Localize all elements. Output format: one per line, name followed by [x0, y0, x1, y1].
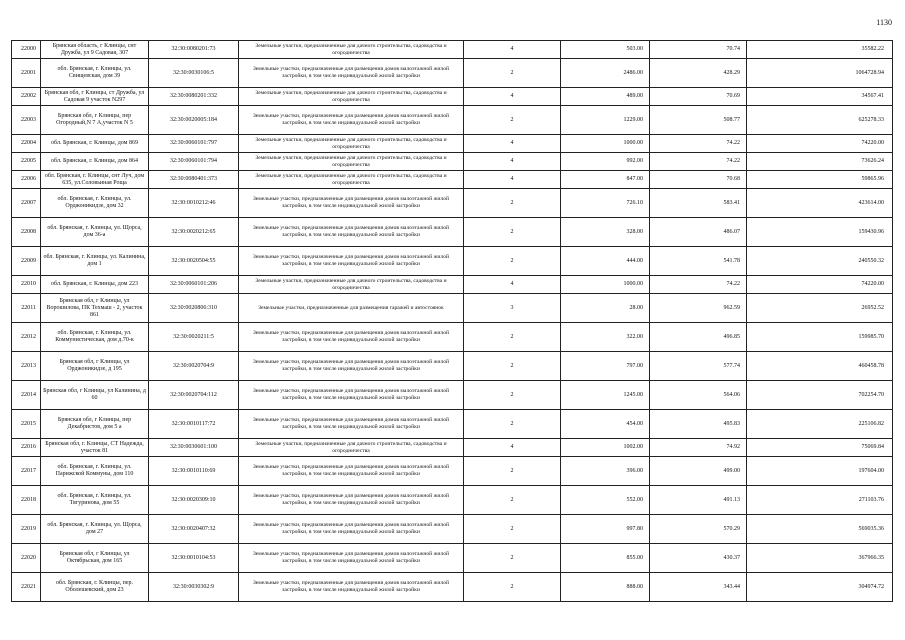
land-use-type: Земельные участки, предназначенные для размещения домов малоэтажной жилой застройки, в том числе индивидуальной жилой застройки — [239, 189, 464, 218]
use-group: 3 — [464, 294, 561, 323]
cadastral-value-table — [11, 40, 893, 602]
use-group: 2 — [464, 106, 561, 135]
use-group: 2 — [464, 573, 561, 602]
table-row — [12, 457, 893, 486]
cadastral-number: 32:30:0060101:797 — [149, 135, 239, 153]
unit-price-value: 570.29 — [650, 515, 747, 544]
table-row — [12, 88, 893, 106]
table-row — [12, 410, 893, 439]
row-number: 22005 — [12, 153, 41, 171]
page-number: 1130 — [876, 18, 892, 27]
use-group: 2 — [464, 381, 561, 410]
address: Брянская обл, г. Клинцы, СТ Надежда, участок 81 — [41, 439, 149, 457]
land-use-type: Земельные участки, предназначенные для размещения домов малоэтажной жилой застройки, в том числе индивидуальной жилой застройки — [239, 106, 464, 135]
address: обл. Брянская, г. Клинцы, ул. Коммунистическая, дом д.70-к — [41, 323, 149, 352]
row-number: 22021 — [12, 573, 41, 602]
cadastral-value: 74220.00 — [747, 135, 893, 153]
cadastral-number: 32:30:0020005:184 — [149, 106, 239, 135]
cadastral-value: 460458.78 — [747, 352, 893, 381]
land-use-type: Земельные участки, предназначенные для дачного строительства, садоводства и огородничества — [239, 135, 464, 153]
cadastral-value: 34567.41 — [747, 88, 893, 106]
land-use-type: Земельные участки, предназначенные для дачного строительства, садоводства и огородничества — [239, 153, 464, 171]
land-use-type: Земельные участки, предназначенные для размещения гаражей и автостоянок — [239, 294, 464, 323]
cadastral-value: 73626.24 — [747, 153, 893, 171]
cadastral-value: 702254.70 — [747, 381, 893, 410]
area-value: 328.00 — [561, 218, 650, 247]
cadastral-number: 32:30:0010110:69 — [149, 457, 239, 486]
cadastral-value: 197604.00 — [747, 457, 893, 486]
area-value: 1000.00 — [561, 276, 650, 294]
unit-price-value: 508.77 — [650, 106, 747, 135]
table-row — [12, 153, 893, 171]
cadastral-number: 32:30:0010104:53 — [149, 544, 239, 573]
address: Брянская обл, г Клинцы, ст Дружба, ул Садовая 9 участок N297 — [41, 88, 149, 106]
area-value: 28.00 — [561, 294, 650, 323]
unit-price-value: 70.68 — [650, 171, 747, 189]
use-group: 4 — [464, 41, 561, 59]
unit-price-value: 74.22 — [650, 153, 747, 171]
area-value: 489.00 — [561, 88, 650, 106]
table-row — [12, 276, 893, 294]
area-value: 1245.00 — [561, 381, 650, 410]
table-row — [12, 573, 893, 602]
use-group: 2 — [464, 247, 561, 276]
land-use-type: Земельные участки, предназначенные для размещения домов малоэтажной жилой застройки, в том числе индивидуальной жилой застройки — [239, 515, 464, 544]
unit-price-value: 428.29 — [650, 59, 747, 88]
area-value: 847.00 — [561, 171, 650, 189]
land-use-type: Земельные участки, предназначенные для размещения домов малоэтажной жилой застройки, в том числе индивидуальной жилой застройки — [239, 544, 464, 573]
unit-price-value: 491.13 — [650, 486, 747, 515]
cadastral-value: 35582.22 — [747, 41, 893, 59]
cadastral-value: 625278.33 — [747, 106, 893, 135]
address: обл. Брянская, г. Клинцы, ул. Калинина, дом 1 — [41, 247, 149, 276]
area-value: 888.00 — [561, 573, 650, 602]
address: Брянская обл, г Клинцы, ул Калинина, д 60 — [41, 381, 149, 410]
area-value: 444.00 — [561, 247, 650, 276]
row-number: 22013 — [12, 352, 41, 381]
cadastral-value: 569035.36 — [747, 515, 893, 544]
row-number: 22017 — [12, 457, 41, 486]
unit-price-value: 583.41 — [650, 189, 747, 218]
row-number: 22000 — [12, 41, 41, 59]
cadastral-number: 32:30:0020407:32 — [149, 515, 239, 544]
table-row — [12, 515, 893, 544]
address: обл. Брянская, г. Клинцы, снт Луч, дом 635, ул.Соловьиная Роща — [41, 171, 149, 189]
land-use-type: Земельные участки, предназначенные для дачного строительства, садоводства и огородничества — [239, 41, 464, 59]
cadastral-value: 1064728.94 — [747, 59, 893, 88]
table-row — [12, 41, 893, 59]
address: обл. Брянская, г. Клинцы, ул. Щорса, дом 27 — [41, 515, 149, 544]
land-use-type: Земельные участки, предназначенные для размещения домов малоэтажной жилой застройки, в том числе индивидуальной жилой застройки — [239, 218, 464, 247]
address: обл. Брянская, г. Клинцы, дом 223 — [41, 276, 149, 294]
land-use-type: Земельные участки, предназначенные для дачного строительства, садоводства и огородничества — [239, 276, 464, 294]
table-body — [12, 41, 893, 602]
cadastral-number: 32:30:0080401:373 — [149, 171, 239, 189]
cadastral-number: 32:30:0020211:5 — [149, 323, 239, 352]
address: Брянская область, г Клинцы, снт Дружба, ул 9 Садовая, 307 — [41, 41, 149, 59]
land-use-type: Земельные участки, предназначенные для размещения домов малоэтажной жилой застройки, в том числе индивидуальной жилой застройки — [239, 410, 464, 439]
unit-price-value: 577.74 — [650, 352, 747, 381]
table-row — [12, 486, 893, 515]
area-value: 726.10 — [561, 189, 650, 218]
table-row — [12, 218, 893, 247]
row-number: 22004 — [12, 135, 41, 153]
table-row — [12, 247, 893, 276]
cadastral-number: 32:30:0010117:72 — [149, 410, 239, 439]
land-use-type: Земельные участки, предназначенные для размещения домов малоэтажной жилой застройки, в том числе индивидуальной жилой застройки — [239, 352, 464, 381]
address: обл. Брянская, г. Клинцы, ул. Орджоникидзе, дом 32 — [41, 189, 149, 218]
cadastral-value: 367966.35 — [747, 544, 893, 573]
use-group: 4 — [464, 439, 561, 457]
cadastral-number: 32:30:0020806:310 — [149, 294, 239, 323]
table-row — [12, 381, 893, 410]
row-number: 22001 — [12, 59, 41, 88]
area-value: 855.00 — [561, 544, 650, 573]
cadastral-number: 32:30:0010212:46 — [149, 189, 239, 218]
use-group: 4 — [464, 276, 561, 294]
row-number: 22010 — [12, 276, 41, 294]
table-row — [12, 59, 893, 88]
address: обл. Брянская, г. Клинцы, дом 864 — [41, 153, 149, 171]
use-group: 2 — [464, 457, 561, 486]
area-value: 992.00 — [561, 153, 650, 171]
unit-price-value: 74.22 — [650, 276, 747, 294]
row-number: 22018 — [12, 486, 41, 515]
table-row — [12, 189, 893, 218]
cadastral-value: 240550.32 — [747, 247, 893, 276]
use-group: 2 — [464, 544, 561, 573]
row-number: 22009 — [12, 247, 41, 276]
land-use-type: Земельные участки, предназначенные для размещения домов малоэтажной жилой застройки, в том числе индивидуальной жилой застройки — [239, 486, 464, 515]
cadastral-number: 32:30:0030106:5 — [149, 59, 239, 88]
land-use-type: Земельные участки, предназначенные для размещения домов малоэтажной жилой застройки, в том числе индивидуальной жилой застройки — [239, 573, 464, 602]
unit-price-value: 70.69 — [650, 88, 747, 106]
use-group: 2 — [464, 515, 561, 544]
unit-price-value: 962.59 — [650, 294, 747, 323]
row-number: 22019 — [12, 515, 41, 544]
use-group: 2 — [464, 218, 561, 247]
use-group: 2 — [464, 486, 561, 515]
unit-price-value: 74.92 — [650, 439, 747, 457]
use-group: 4 — [464, 171, 561, 189]
cadastral-value: 74220.00 — [747, 276, 893, 294]
land-use-type: Земельные участки, предназначенные для дачного строительства, садоводства и огородничества — [239, 439, 464, 457]
unit-price-value: 430.37 — [650, 544, 747, 573]
address: обл. Брянская, г. Клинцы, пер. Оболешевский, дом 23 — [41, 573, 149, 602]
land-use-type: Земельные участки, предназначенные для размещения домов малоэтажной жилой застройки, в том числе индивидуальной жилой застройки — [239, 247, 464, 276]
row-number: 22011 — [12, 294, 41, 323]
cadastral-number: 32:30:0080201:332 — [149, 88, 239, 106]
land-use-type: Земельные участки, предназначенные для дачного строительства, садоводства и огородничества — [239, 171, 464, 189]
area-value: 997.80 — [561, 515, 650, 544]
cadastral-number: 32:30:0020704:112 — [149, 381, 239, 410]
row-number: 22012 — [12, 323, 41, 352]
area-value: 1229.00 — [561, 106, 650, 135]
unit-price-value: 70.74 — [650, 41, 747, 59]
cadastral-number: 32:30:0020704:9 — [149, 352, 239, 381]
use-group: 4 — [464, 88, 561, 106]
unit-price-value: 74.22 — [650, 135, 747, 153]
address: Брянская обл, г Клинцы, ул Октябрьская, дом 165 — [41, 544, 149, 573]
cadastral-value: 304974.72 — [747, 573, 893, 602]
table-row — [12, 294, 893, 323]
cadastral-value: 225106.82 — [747, 410, 893, 439]
address: Брянская обл, г Клинцы, пер Декабристов, дом 5 а — [41, 410, 149, 439]
table-row — [12, 171, 893, 189]
area-value: 454.00 — [561, 410, 650, 439]
use-group: 2 — [464, 59, 561, 88]
cadastral-value: 26952.52 — [747, 294, 893, 323]
area-value: 1000.00 — [561, 135, 650, 153]
cadastral-number: 32:30:0060101:206 — [149, 276, 239, 294]
table-row — [12, 323, 893, 352]
cadastral-number: 32:30:0080201:73 — [149, 41, 239, 59]
cadastral-number: 32:30:0020309:10 — [149, 486, 239, 515]
row-number: 22003 — [12, 106, 41, 135]
unit-price-value: 564.06 — [650, 381, 747, 410]
row-number: 22020 — [12, 544, 41, 573]
address: обл. Брянская, г. Клинцы, ул. Тягуринова, дом 55 — [41, 486, 149, 515]
cadastral-number: 32:30:0060101:794 — [149, 153, 239, 171]
address: Брянская обл, г Клинцы, ул Ворошилова, ПК Техмаш - 2, участок 861 — [41, 294, 149, 323]
unit-price-value: 541.78 — [650, 247, 747, 276]
cadastral-value: 159430.96 — [747, 218, 893, 247]
row-number: 22015 — [12, 410, 41, 439]
address: обл. Брянская, г. Клинцы, ул. Щорса, дом 36-а — [41, 218, 149, 247]
cadastral-number: 32:30:0030302:9 — [149, 573, 239, 602]
area-value: 2486.00 — [561, 59, 650, 88]
use-group: 4 — [464, 135, 561, 153]
use-group: 4 — [464, 153, 561, 171]
row-number: 22014 — [12, 381, 41, 410]
address: обл. Брянская, г. Клинцы, ул. Свищевская, дом 39 — [41, 59, 149, 88]
use-group: 2 — [464, 352, 561, 381]
row-number: 22008 — [12, 218, 41, 247]
use-group: 2 — [464, 189, 561, 218]
land-use-type: Земельные участки, предназначенные для размещения домов малоэтажной жилой застройки, в том числе индивидуальной жилой застройки — [239, 381, 464, 410]
unit-price-value: 495.83 — [650, 410, 747, 439]
address: обл. Брянская, г. Клинцы, дом 869 — [41, 135, 149, 153]
row-number: 22006 — [12, 171, 41, 189]
unit-price-value: 486.07 — [650, 218, 747, 247]
row-number: 22007 — [12, 189, 41, 218]
cadastral-value: 75069.84 — [747, 439, 893, 457]
use-group: 2 — [464, 410, 561, 439]
address: Брянская обл, г Клинцы, пер Огородный,N 7 А,участок N 5 — [41, 106, 149, 135]
row-number: 22016 — [12, 439, 41, 457]
address: обл. Брянская, г. Клинцы, ул. Парижской Коммуны, дом 110 — [41, 457, 149, 486]
land-use-type: Земельные участки, предназначенные для размещения домов малоэтажной жилой застройки, в том числе индивидуальной жилой застройки — [239, 457, 464, 486]
cadastral-value: 271103.76 — [747, 486, 893, 515]
cadastral-value: 59865.96 — [747, 171, 893, 189]
land-use-type: Земельные участки, предназначенные для размещения домов малоэтажной жилой застройки, в том числе индивидуальной жилой застройки — [239, 59, 464, 88]
cadastral-value: 423614.00 — [747, 189, 893, 218]
unit-price-value: 343.44 — [650, 573, 747, 602]
table-row — [12, 439, 893, 457]
address: Брянская обл, г Клинцы, ул Орджоникидзе, д 195 — [41, 352, 149, 381]
cadastral-number: 32:30:0030601:100 — [149, 439, 239, 457]
land-use-type: Земельные участки, предназначенные для размещения домов малоэтажной жилой застройки, в том числе индивидуальной жилой застройки — [239, 323, 464, 352]
unit-price-value: 499.00 — [650, 457, 747, 486]
area-value: 503.00 — [561, 41, 650, 59]
area-value: 396.00 — [561, 457, 650, 486]
cadastral-number: 32:30:0020212:65 — [149, 218, 239, 247]
land-use-type: Земельные участки, предназначенные для дачного строительства, садоводства и огородничества — [239, 88, 464, 106]
table-row — [12, 135, 893, 153]
table-row — [12, 544, 893, 573]
area-value: 552.00 — [561, 486, 650, 515]
cadastral-value: 159985.70 — [747, 323, 893, 352]
area-value: 1002.00 — [561, 439, 650, 457]
cadastral-number: 32:30:0020504:55 — [149, 247, 239, 276]
table-row — [12, 352, 893, 381]
area-value: 322.00 — [561, 323, 650, 352]
unit-price-value: 496.85 — [650, 323, 747, 352]
use-group: 2 — [464, 323, 561, 352]
table-row — [12, 106, 893, 135]
area-value: 797.00 — [561, 352, 650, 381]
row-number: 22002 — [12, 88, 41, 106]
